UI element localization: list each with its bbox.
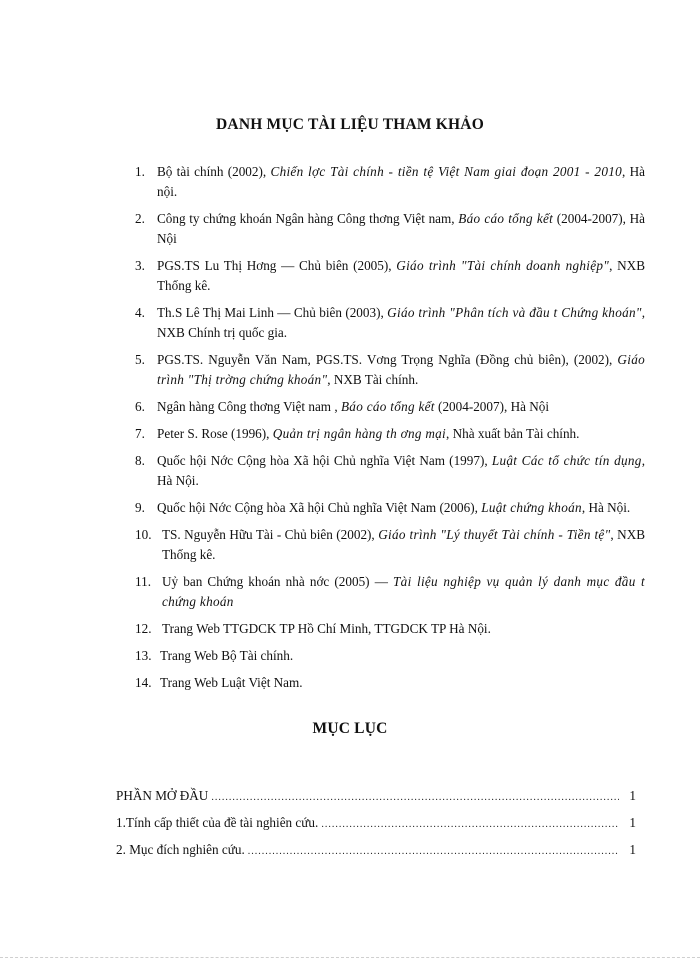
reference-text: Quốc hội Nớc Cộng hòa Xã hội Chủ nghĩa Việt Nam (2006), Luật chứng khoán, Hà Nội.	[157, 500, 631, 515]
reference-number: 14.	[135, 675, 152, 690]
toc-entry-label: 2. Mục đích nghiên cứu.	[116, 842, 245, 857]
reference-number: 1.	[135, 164, 145, 179]
reference-number: 13.	[135, 648, 152, 663]
reference-text: Uỷ ban Chứng khoán nhà nớc (2005) — Tài liệu nghiệp vụ quản lý danh mục đầu t chứng khoán	[162, 574, 645, 609]
toc-leader-dots	[248, 846, 619, 857]
reference-text: Bộ tài chính (2002), Chiến lợc Tài chính - tiền tệ Việt Nam giai đoạn 2001 - 2010, Hà nội.	[157, 164, 645, 199]
reference-item	[135, 303, 645, 343]
toc-entry[interactable]	[116, 788, 636, 815]
reference-item	[135, 673, 645, 693]
toc-page-number: 1	[629, 842, 636, 857]
toc-heading: MỤC LỤC	[312, 720, 388, 737]
table-of-contents	[116, 788, 636, 869]
reference-number: 9.	[135, 500, 145, 515]
reference-item	[135, 619, 645, 639]
toc-page-number: 1	[629, 788, 636, 803]
reference-number: 7.	[135, 426, 145, 441]
toc-leader-dots	[321, 819, 619, 830]
toc-page-number: 1	[629, 815, 636, 830]
reference-item	[135, 525, 645, 565]
toc-entry[interactable]	[116, 842, 636, 869]
toc-leader-dots	[211, 792, 619, 803]
reference-item	[135, 209, 645, 249]
reference-number: 12.	[135, 621, 152, 636]
reference-text: Quốc hội Nớc Cộng hòa Xã hội Chủ nghĩa Việt Nam (1997), Luật Các tổ chức tín dụng, Hà Nội.	[157, 453, 645, 488]
reference-list	[135, 162, 645, 700]
reference-number: 11.	[135, 574, 151, 589]
reference-item	[135, 572, 645, 612]
toc-entry-label: PHẦN MỞ ĐẦU	[116, 788, 209, 803]
reference-number: 5.	[135, 352, 145, 367]
reference-number: 2.	[135, 211, 145, 226]
reference-number: 6.	[135, 399, 145, 414]
references-heading: DANH MỤC TÀI LIỆU THAM KHẢO	[216, 116, 484, 133]
reference-item	[135, 350, 645, 390]
reference-number: 3.	[135, 258, 145, 273]
reference-text: Trang Web Bộ Tài chính.	[160, 648, 294, 663]
reference-text: PGS.TS. Nguyễn Văn Nam, PGS.TS. Vơng Trọng Nghĩa (Đồng chủ biên), (2002), Giáo trình "Thị trờng chứng khoán", NXB Tài chính.	[157, 352, 645, 387]
reference-number: 4.	[135, 305, 145, 320]
toc-entry[interactable]	[116, 815, 636, 842]
reference-text: TS. Nguyễn Hữu Tài - Chủ biên (2002), Giáo trình "Lý thuyết Tài chính - Tiền tệ", NXB Thống kê.	[162, 527, 646, 562]
reference-number: 8.	[135, 453, 145, 468]
reference-item	[135, 424, 645, 444]
reference-number: 10.	[135, 527, 152, 542]
reference-item	[135, 397, 645, 417]
reference-item	[135, 256, 645, 296]
reference-text: Ngân hàng Công thơng Việt nam , Báo cáo tổng kết (2004-2007), Hà Nội	[157, 399, 550, 414]
reference-item	[135, 646, 645, 666]
reference-text: Công ty chứng khoán Ngân hàng Công thơng Việt nam, Báo cáo tổng kết (2004-2007), Hà Nội	[157, 211, 645, 246]
reference-text: Peter S. Rose (1996), Quản trị ngân hàng th ơng mại, Nhà xuất bản Tài chính.	[157, 426, 580, 441]
toc-entry-label: 1.Tính cấp thiết của đề tài nghiên cứu.	[116, 815, 319, 830]
reference-text: Th.S Lê Thị Mai Linh — Chủ biên (2003), Giáo trình "Phân tích và đầu t Chứng khoán", NXB Chính trị quốc gia.	[157, 305, 646, 340]
reference-text: Trang Web Luật Việt Nam.	[160, 675, 303, 690]
reference-item	[135, 162, 645, 202]
reference-item	[135, 498, 645, 518]
page-bottom-rule	[0, 957, 700, 958]
reference-text: Trang Web TTGDCK TP Hồ Chí Minh, TTGDCK TP Hà Nội.	[162, 621, 491, 636]
reference-text: PGS.TS Lu Thị Hơng — Chủ biên (2005), Giáo trình "Tài chính doanh nghiệp", NXB Thống kê.	[157, 258, 646, 293]
reference-item	[135, 451, 645, 491]
